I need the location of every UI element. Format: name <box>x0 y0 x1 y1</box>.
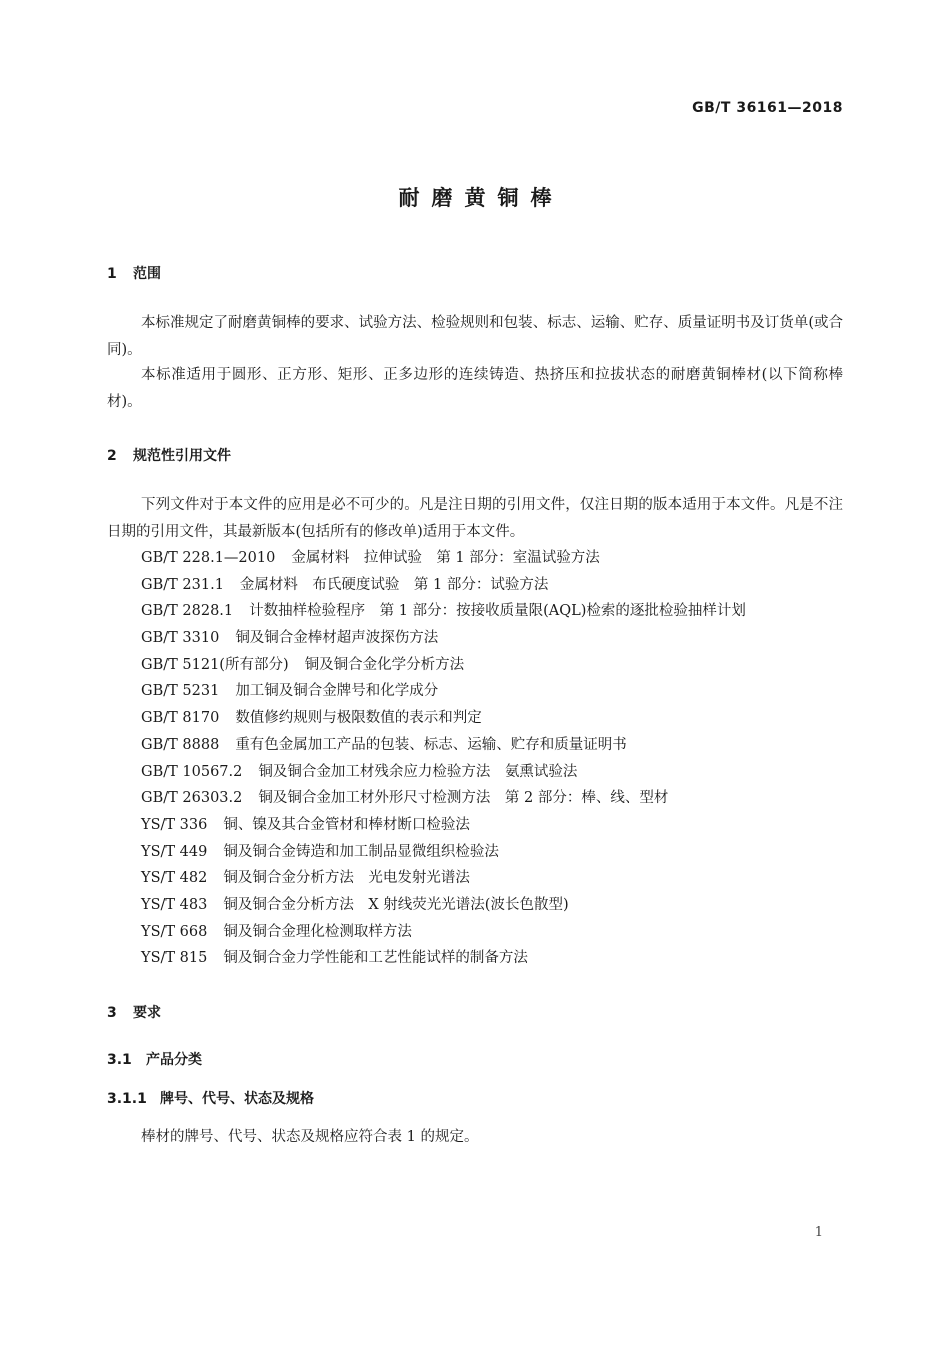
reference-title: 数值修约规则与极限数值的表示和判定 <box>235 710 482 727</box>
reference-title: 金属材料 布氏硬度试验 第 1 部分：试验方法 <box>239 576 549 593</box>
scope-paragraph-2: 本标准适用于圆形、正方形、矩形、正多边形的连续铸造、热挤压和拉拔状态的耐磨黄铜棒材(以下简称棒材)。 <box>107 367 843 410</box>
reference-code: GB/T 10567.2 <box>141 763 243 780</box>
page-number: 1 <box>814 1225 823 1240</box>
section-number: 3.1.1 <box>107 1091 147 1107</box>
reference-title: 加工铜及铜合金牌号和化学成分 <box>235 683 439 700</box>
section-3-1-1-paragraph: 棒材的牌号、代号、状态及规格应符合表 1 的规定。 <box>141 1129 479 1145</box>
reference-title: 铜及铜合金加工材残余应力检验方法 氨熏试验法 <box>258 763 578 780</box>
section-number: 1 <box>107 266 117 282</box>
reference-code: GB/T 5231 <box>141 683 220 700</box>
section-3-1-heading <box>107 1049 202 1069</box>
reference-code: YS/T 482 <box>141 870 208 887</box>
reference-code: GB/T 231.1 <box>141 576 224 593</box>
reference-title: 铜及铜合金理化检测取样方法 <box>223 923 412 940</box>
reference-title: 铜及铜合金分析方法 光电发射光谱法 <box>223 870 470 887</box>
reference-title: 铜及铜合金化学分析方法 <box>304 656 465 673</box>
reference-code: YS/T 483 <box>141 896 208 913</box>
section-3-1-1-heading <box>107 1088 314 1108</box>
reference-item <box>141 705 746 732</box>
reference-title: 计数抽样检验程序 第 1 部分：按接收质量限(AQL)检索的逐批检验抽样计划 <box>249 603 746 620</box>
scope-paragraph-1: 本标准规定了耐磨黄铜棒的要求、试验方法、检验规则和包装、标志、运输、贮存、质量证明书及订货单(或合同)。 <box>107 315 843 358</box>
reference-item <box>141 598 746 625</box>
reference-code: GB/T 2828.1 <box>141 603 234 620</box>
reference-code: YS/T 668 <box>141 923 208 940</box>
reference-item <box>141 732 746 759</box>
section-number: 3.1 <box>107 1052 132 1068</box>
section-number: 2 <box>107 448 117 464</box>
section-title: 产品分类 <box>146 1052 202 1068</box>
section-title: 范围 <box>133 266 161 282</box>
reference-code: YS/T 815 <box>141 950 208 967</box>
document-title: 耐磨黄铜棒 <box>398 186 564 210</box>
references-intro-paragraph: 下列文件对于本文件的应用是必不可少的。凡是注日期的引用文件，仅注日期的版本适用于本文件。凡是不注日期的引用文件，其最新版本(包括所有的修改单)适用于本文件。 <box>107 497 843 540</box>
reference-code: GB/T 3310 <box>141 630 220 647</box>
reference-item <box>141 919 746 946</box>
section-2-heading <box>107 445 231 465</box>
reference-title: 铜及铜合金铸造和加工制品显微组织检验法 <box>223 843 499 860</box>
reference-code: GB/T 228.1—2010 <box>141 550 276 566</box>
reference-title: 铜及铜合金棒材超声波探伤方法 <box>235 630 439 647</box>
standard-code: GB/T 36161—2018 <box>692 100 843 116</box>
reference-item <box>141 839 746 866</box>
reference-code: YS/T 449 <box>141 843 208 860</box>
reference-code: GB/T 8170 <box>141 710 220 727</box>
reference-item <box>141 865 746 892</box>
reference-title: 铜及铜合金分析方法 X 射线荧光光谱法(波长色散型) <box>223 896 569 913</box>
section-3-heading <box>107 1002 161 1022</box>
section-1-heading <box>107 263 161 283</box>
section-title: 牌号、代号、状态及规格 <box>160 1091 314 1107</box>
reference-title: 金属材料 拉伸试验 第 1 部分：室温试验方法 <box>291 550 600 566</box>
section-title: 要求 <box>133 1005 161 1021</box>
reference-item <box>141 945 746 972</box>
reference-code: GB/T 5121(所有部分) <box>141 656 289 673</box>
section-title: 规范性引用文件 <box>133 448 231 464</box>
reference-title: 铜及铜合金力学性能和工艺性能试样的制备方法 <box>223 950 528 967</box>
reference-code: GB/T 26303.2 <box>141 790 243 807</box>
reference-item <box>141 652 746 679</box>
reference-item <box>141 892 746 919</box>
reference-code: YS/T 336 <box>141 816 208 833</box>
reference-item <box>141 678 746 705</box>
reference-item <box>141 545 746 572</box>
normative-references-list <box>141 545 746 972</box>
reference-code: GB/T 8888 <box>141 736 220 753</box>
section-number: 3 <box>107 1005 117 1021</box>
reference-item <box>141 785 746 812</box>
reference-title: 铜及铜合金加工材外形尺寸检测方法 第 2 部分：棒、线、型材 <box>258 790 669 807</box>
reference-item <box>141 759 746 786</box>
reference-item <box>141 625 746 652</box>
reference-title: 重有色金属加工产品的包装、标志、运输、贮存和质量证明书 <box>235 736 627 753</box>
reference-item <box>141 812 746 839</box>
reference-item <box>141 572 746 599</box>
reference-title: 铜、镍及其合金管材和棒材断口检验法 <box>223 816 470 833</box>
